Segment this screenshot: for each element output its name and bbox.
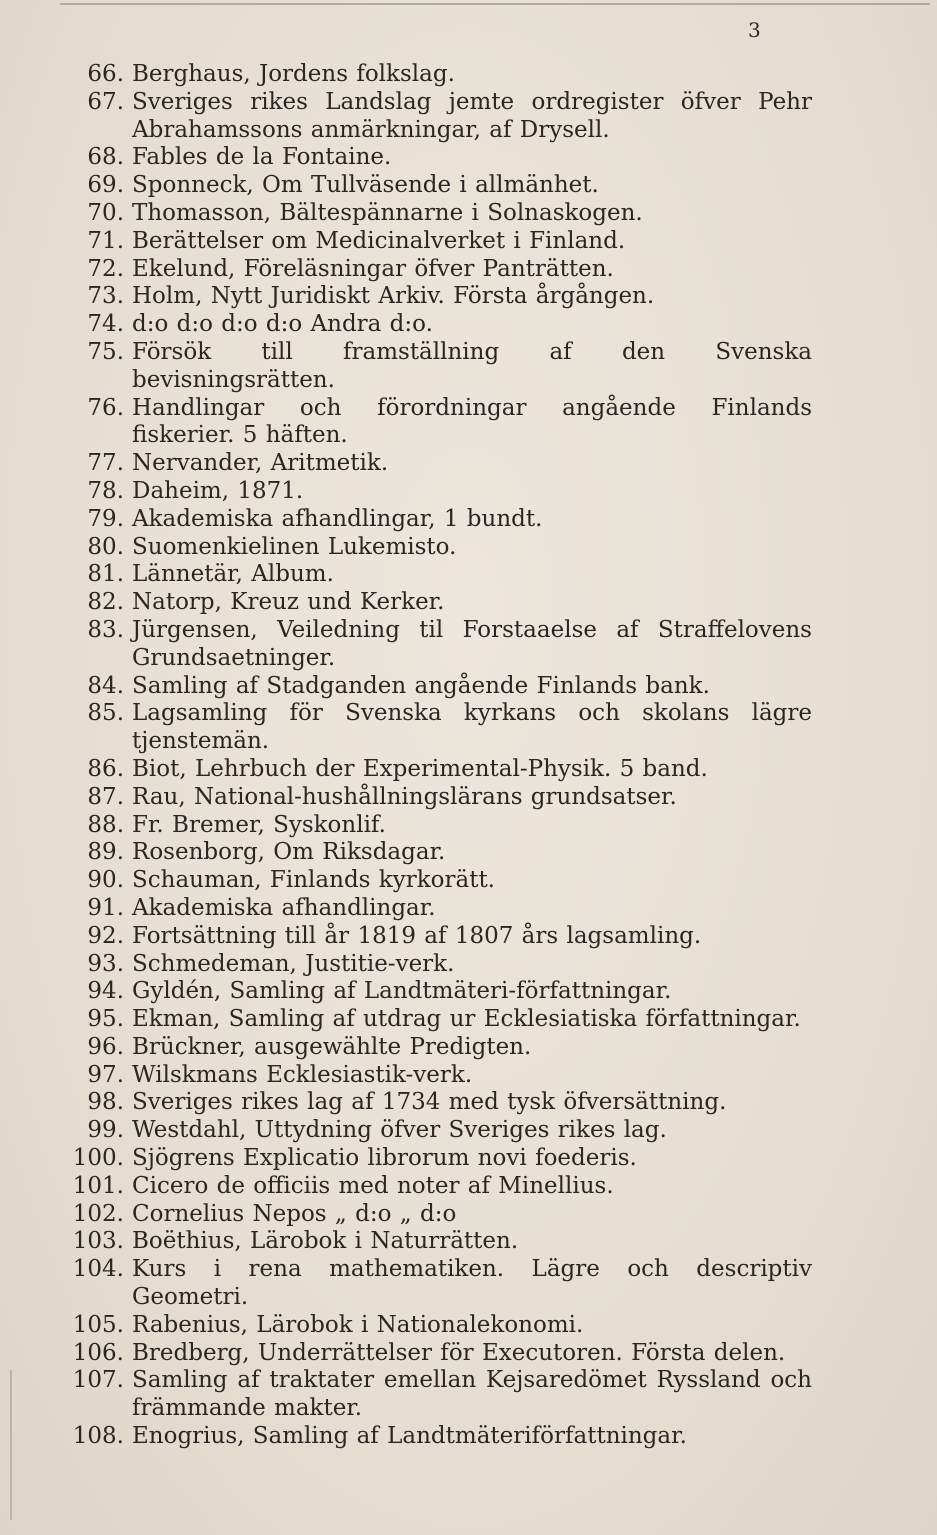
entry-number: 69. xyxy=(87,172,124,199)
catalog-entry xyxy=(0,1006,937,1034)
entry-title: Rabenius, Lärobok i Nationalekonomi. xyxy=(132,1311,584,1338)
entry-number: 74. xyxy=(87,311,124,338)
catalog-entry xyxy=(0,1089,937,1117)
entry-number: 77. xyxy=(87,450,124,477)
catalog-entry xyxy=(0,1340,937,1368)
entry-number: 88. xyxy=(87,811,124,838)
entry-title: Sjögrens Explicatio librorum novi foederis. xyxy=(132,1145,637,1172)
catalog-entry xyxy=(0,283,937,311)
entry-number: 93. xyxy=(87,950,124,977)
entry-number: 78. xyxy=(87,477,124,504)
entry-title: Brückner, ausgewählte Predigten. xyxy=(132,1033,532,1060)
catalog-entry xyxy=(0,1173,937,1201)
entry-number: 87. xyxy=(87,783,124,810)
entry-title: Sveriges rikes lag af 1734 med tysk öfversättning. xyxy=(132,1089,727,1116)
entry-number: 91. xyxy=(87,894,124,921)
entry-number: 75. xyxy=(87,338,124,365)
entry-title: Bredberg, Underrättelser för Executoren. Första delen. xyxy=(132,1339,786,1366)
catalog-entry xyxy=(0,812,937,840)
entry-title: Kurs i rena mathematiken. Lägre och descriptiv Geometri. xyxy=(132,1256,812,1311)
catalog-entry xyxy=(0,561,937,589)
entry-title: Boëthius, Lärobok i Naturrätten. xyxy=(132,1228,519,1255)
entry-title: Sponneck, Om Tullväsende i allmänhet. xyxy=(132,172,599,199)
catalog-entry xyxy=(0,756,937,784)
entry-title: Thomasson, Bältespännarne i Solnaskogen. xyxy=(132,199,643,226)
catalog-entry xyxy=(0,784,937,812)
entry-number: 107. xyxy=(72,1367,124,1394)
catalog-entry xyxy=(0,1201,937,1229)
entry-title: Samling af traktater emellan Kejsaredömet Ryssland och främmande makter. xyxy=(132,1367,812,1422)
entry-title: Försök till framställning af den Svenska bevisningsrätten. xyxy=(132,338,812,393)
entry-title: Westdahl, Uttydning öfver Sveriges rikes lag. xyxy=(132,1117,667,1144)
entry-title: Schauman, Finlands kyrkorätt. xyxy=(132,867,495,894)
entry-number: 98. xyxy=(87,1089,124,1116)
entry-number: 67. xyxy=(87,88,124,115)
catalog-entry xyxy=(0,228,937,256)
catalog-entry xyxy=(0,311,937,339)
entry-number: 99. xyxy=(87,1117,124,1144)
entry-title: Rau, National-hushållningslärans grundsatser. xyxy=(132,783,677,810)
entry-number: 92. xyxy=(87,922,124,949)
entry-number: 76. xyxy=(87,394,124,421)
entry-title: Fr. Bremer, Syskonlif. xyxy=(132,811,386,838)
entry-number: 94. xyxy=(87,978,124,1005)
catalog-entry xyxy=(0,1117,937,1145)
entry-title: Rosenborg, Om Riksdagar. xyxy=(132,839,446,866)
catalog-entry xyxy=(0,1228,937,1256)
catalog-entry xyxy=(0,700,937,756)
entry-title: Sveriges rikes Landslag jemte ordregister öfver Pehr Abrahamssons anmärkningar, af Drysell. xyxy=(132,88,812,143)
catalog-entry xyxy=(0,506,937,534)
entry-number: 84. xyxy=(87,672,124,699)
catalog-entry xyxy=(0,395,937,451)
entry-number: 101. xyxy=(72,1172,124,1199)
entry-number: 104. xyxy=(72,1256,124,1283)
catalog-entry xyxy=(0,1423,937,1451)
catalog-entry xyxy=(0,1367,937,1423)
entry-title: Schmedeman, Justitie-verk. xyxy=(132,950,455,977)
entry-number: 106. xyxy=(72,1339,124,1366)
page-number: 3 xyxy=(748,18,762,42)
catalog-entry xyxy=(0,256,937,284)
entry-title: Enogrius, Samling af Landtmäteriförfattningar. xyxy=(132,1423,687,1450)
entry-number: 90. xyxy=(87,867,124,894)
catalog-entry xyxy=(0,1145,937,1173)
entry-title: Fortsättning till år 1819 af 1807 års lagsamling. xyxy=(132,922,702,949)
catalog-entry xyxy=(0,172,937,200)
entry-number: 71. xyxy=(87,227,124,254)
entry-title: Handlingar och förordningar angående Finlands fiskerier. 5 häften. xyxy=(132,394,812,449)
entry-number: 95. xyxy=(87,1006,124,1033)
catalog-entry xyxy=(0,923,937,951)
entry-title: Akademiska afhandlingar. xyxy=(132,894,436,921)
entry-title: Lagsamling för Svenska kyrkans och skolans lägre tjenstemän. xyxy=(132,700,812,755)
top-edge-rule xyxy=(60,3,930,5)
catalog-entry-list xyxy=(0,61,937,1451)
catalog-entry xyxy=(0,1034,937,1062)
entry-title: Suomenkielinen Lukemisto. xyxy=(132,533,457,560)
catalog-entry xyxy=(0,89,937,145)
entry-title: Cornelius Nepos „ d:o „ d:o xyxy=(132,1200,457,1227)
catalog-entry xyxy=(0,200,937,228)
catalog-entry xyxy=(0,339,937,395)
entry-number: 82. xyxy=(87,589,124,616)
entry-title: d:o d:o d:o d:o Andra d:o. xyxy=(132,311,433,338)
catalog-entry xyxy=(0,450,937,478)
catalog-entry xyxy=(0,144,937,172)
catalog-entry xyxy=(0,478,937,506)
entry-number: 86. xyxy=(87,755,124,782)
entry-number: 83. xyxy=(87,616,124,643)
entry-title: Natorp, Kreuz und Kerker. xyxy=(132,589,445,616)
catalog-entry xyxy=(0,951,937,979)
entry-title: Biot, Lehrbuch der Experimental-Physik. 5 band. xyxy=(132,755,708,782)
entry-title: Samling af Stadganden angående Finlands bank. xyxy=(132,672,710,699)
entry-number: 68. xyxy=(87,144,124,171)
entry-title: Gyldén, Samling af Landtmäteri-författningar. xyxy=(132,978,672,1005)
entry-title: Fables de la Fontaine. xyxy=(132,144,392,171)
entry-title: Daheim, 1871. xyxy=(132,477,304,504)
catalog-entry xyxy=(0,978,937,1006)
catalog-entry xyxy=(0,839,937,867)
entry-number: 72. xyxy=(87,255,124,282)
entry-number: 73. xyxy=(87,283,124,310)
catalog-entry xyxy=(0,673,937,701)
catalog-entry xyxy=(0,895,937,923)
entry-title: Cicero de officiis med noter af Minellius. xyxy=(132,1172,614,1199)
entry-title: Berättelser om Medicinalverket i Finland. xyxy=(132,227,626,254)
catalog-entry xyxy=(0,867,937,895)
entry-number: 85. xyxy=(87,700,124,727)
catalog-entry xyxy=(0,61,937,89)
entry-number: 79. xyxy=(87,505,124,532)
entry-number: 66. xyxy=(87,61,124,87)
catalog-entry xyxy=(0,589,937,617)
catalog-entry xyxy=(0,1312,937,1340)
entry-title: Holm, Nytt Juridiskt Arkiv. Första årgången. xyxy=(132,283,655,310)
entry-number: 80. xyxy=(87,533,124,560)
entry-number: 89. xyxy=(87,839,124,866)
entry-number: 100. xyxy=(72,1145,124,1172)
entry-title: Ekman, Samling af utdrag ur Ecklesiatiska författningar. xyxy=(132,1006,801,1033)
entry-title: Wilskmans Ecklesiastik-verk. xyxy=(132,1061,473,1088)
catalog-entry xyxy=(0,617,937,673)
entry-number: 108. xyxy=(72,1423,124,1450)
catalog-entry xyxy=(0,1256,937,1312)
entry-title: Ekelund, Föreläsningar öfver Panträtten. xyxy=(132,255,614,282)
entry-number: 102. xyxy=(72,1200,124,1227)
entry-number: 81. xyxy=(87,561,124,588)
entry-title: Nervander, Aritmetik. xyxy=(132,450,389,477)
entry-number: 70. xyxy=(87,199,124,226)
entry-title: Jürgensen, Veiledning til Forstaaelse af Straffelovens Grundsaetninger. xyxy=(132,616,812,671)
catalog-entry xyxy=(0,1062,937,1090)
entry-number: 105. xyxy=(72,1311,124,1338)
entry-number: 103. xyxy=(72,1228,124,1255)
entry-title: Akademiska afhandlingar, 1 bundt. xyxy=(132,505,543,532)
entry-number: 96. xyxy=(87,1033,124,1060)
entry-number: 97. xyxy=(87,1061,124,1088)
entry-title: Lännetär, Album. xyxy=(132,561,334,588)
catalog-entry xyxy=(0,534,937,562)
entry-title: Berghaus, Jordens folkslag. xyxy=(132,61,455,87)
